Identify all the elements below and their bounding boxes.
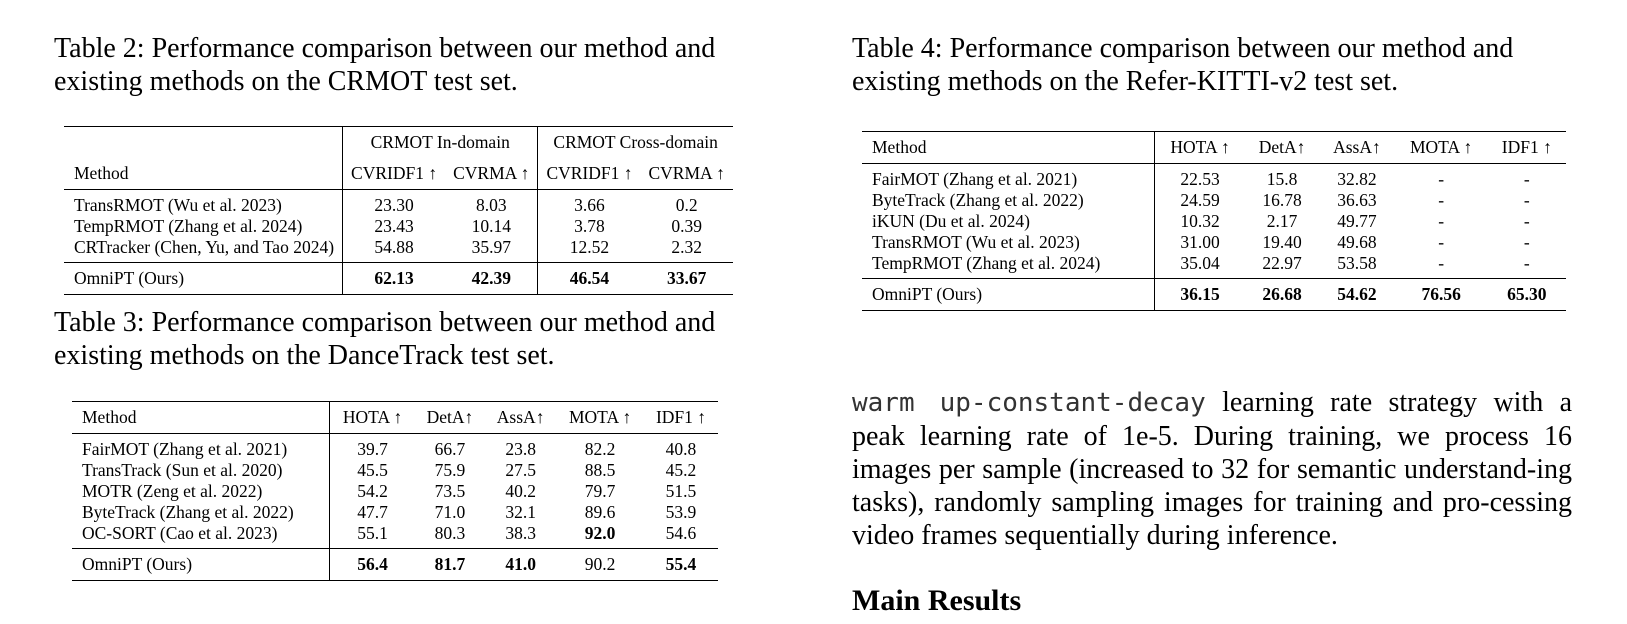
table3	[72, 401, 718, 581]
section-heading: Main Results	[852, 584, 1022, 617]
table4-row: iKUN (Du et al. 2024) 10.32 2.17 49.77 - -	[862, 211, 1566, 232]
body-text: learning rate strategy with a peak learning rate of 1e-5. During training, we process 16 images per sample (increased to 32 for semantic understand-ing tasks), randomly sampling images for training and pro-cessing video frames sequentially during inference.	[852, 387, 1573, 551]
table2	[64, 126, 733, 295]
table2-col-header: CVRMA ↑	[445, 158, 538, 190]
table2-group-header: CRMOT Cross-domain	[553, 132, 718, 152]
code-term: warm up-constant-decay	[852, 388, 1206, 418]
table4-row: TempRMOT (Zhang et al. 2024) 35.04 22.97 53.58 - -	[862, 253, 1566, 279]
table4-row: FairMOT (Zhang et al. 2021) 22.53 15.8 32.82 - -	[862, 164, 1566, 191]
table4-row: TransRMOT (Wu et al. 2023) 31.00 19.40 49.68 - -	[862, 232, 1566, 253]
table2-row: TransRMOT (Wu et al. 2023) 23.30 8.03 3.66 0.2	[64, 190, 733, 217]
table3-col-header: AssA↑	[496, 407, 545, 427]
table4-col-header: Method	[862, 132, 1155, 164]
table4-col-header: HOTA ↑	[1170, 137, 1230, 157]
table4-col-header: MOTA ↑	[1409, 137, 1473, 157]
table2-caption: Table 2: Performance comparison between our method and existing methods on the CRMOT test set.	[54, 33, 716, 97]
table3-col-header: Method	[72, 402, 330, 434]
table4-ours-row: OmniPT (Ours) 36.15 26.68 54.62 76.56 65.30	[862, 279, 1566, 311]
table3-col-header: HOTA ↑	[342, 407, 403, 427]
table2-row: CRTracker (Chen, Yu, and Tao 2024) 54.88 35.97 12.52 2.32	[64, 237, 733, 263]
table3-col-header: MOTA ↑	[568, 407, 632, 427]
table3-col-header: IDF1 ↑	[655, 407, 707, 427]
table3-row: MOTR (Zeng et al. 2022) 54.2 73.5 40.2 79.7 51.5	[72, 481, 718, 502]
table3-row: ByteTrack (Zhang et al. 2022) 47.7 71.0 32.1 89.6 53.9	[72, 502, 718, 523]
table3-col-header: DetA↑	[426, 407, 474, 427]
body-paragraph	[852, 386, 1572, 552]
table4-col-header: IDF1 ↑	[1501, 137, 1552, 157]
table3-caption: Table 3: Performance comparison between our method and existing methods on the DanceTrack test set.	[54, 307, 716, 371]
table3-ours-row: OmniPT (Ours) 56.4 81.7 41.0 90.2 55.4	[72, 549, 718, 581]
table3-row: FairMOT (Zhang et al. 2021) 39.7 66.7 23.8 82.2 40.8	[72, 434, 718, 461]
table2-col-header: CVRIDF1 ↑	[351, 163, 438, 183]
table2-col-header: Method	[64, 158, 343, 190]
table4	[862, 131, 1566, 311]
table3-row: OC-SORT (Cao et al. 2023) 55.1 80.3 38.3 92.0 54.6	[72, 523, 718, 549]
table2-group-header: CRMOT In-domain	[343, 127, 538, 159]
table2-ours-row: OmniPT (Ours) 62.13 42.39 46.54 33.67	[64, 263, 733, 295]
table4-caption: Table 4: Performance comparison between our method and existing methods on the Refer-KITTI-v2 test set.	[852, 33, 1514, 97]
table4-row: ByteTrack (Zhang et al. 2022) 24.59 16.78 36.63 - -	[862, 190, 1566, 211]
table4-col-header: AssA↑	[1333, 137, 1381, 157]
table3-row: TransTrack (Sun et al. 2020) 45.5 75.9 27.5 88.5 45.2	[72, 460, 718, 481]
table2-col-header: CVRIDF1 ↑	[546, 163, 633, 183]
table2-col-header: CVRMA ↑	[648, 163, 725, 183]
table2-row: TempRMOT (Zhang et al. 2024) 23.43 10.14 3.78 0.39	[64, 216, 733, 237]
table4-col-header: DetA↑	[1258, 137, 1306, 157]
